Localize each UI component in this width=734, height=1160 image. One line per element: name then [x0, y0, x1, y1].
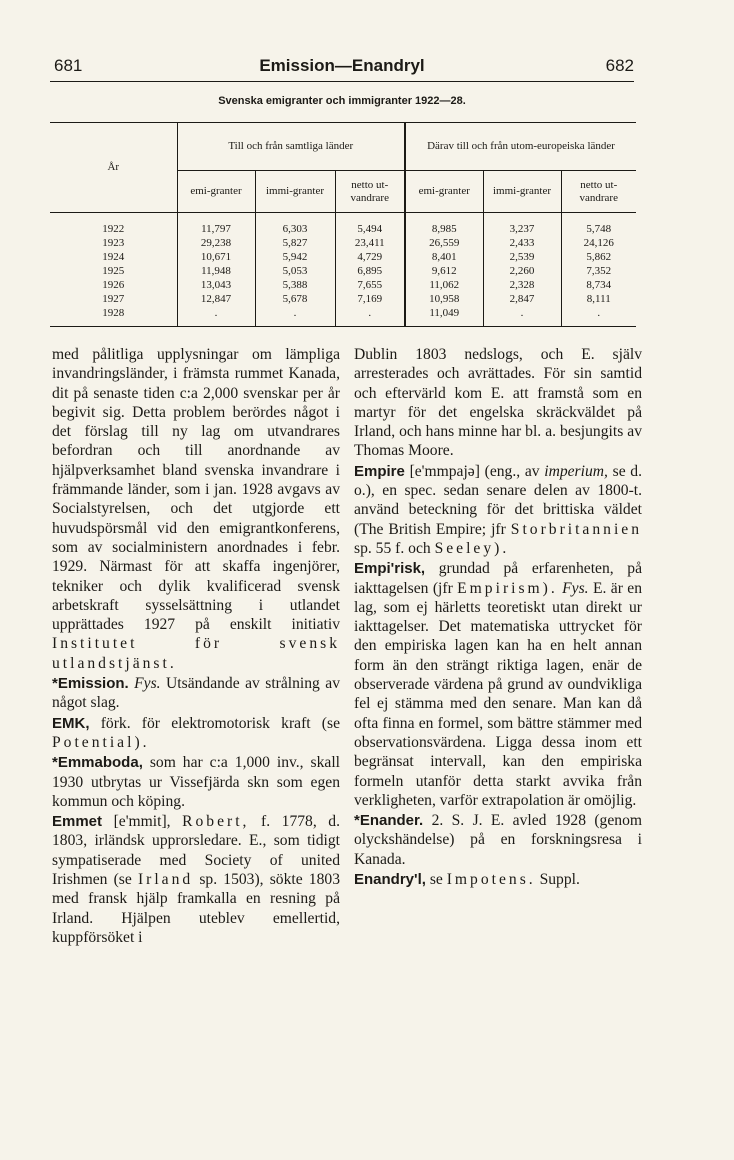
col-header-emigrants: emi-granter [177, 171, 255, 213]
spaced-reference: Empirism). [457, 579, 558, 597]
value-cell: 8,985 [405, 213, 483, 237]
table-row [50, 293, 636, 307]
spaced-reference: Seeley). [434, 539, 510, 557]
value-cell: 10,671 [177, 251, 255, 265]
value-cell: 2,847 [483, 293, 561, 307]
group-header-all: Till och från samtliga länder [177, 123, 405, 171]
table-row [50, 237, 636, 251]
entry-emmet: Emmet [e'mmit], Robert, f. 1778, d. 1803, irländsk upprorsledare. E., som tidigt sympatiserade med Society of united Irishmen (se Irland sp. 1503), sökte 1803 med fransk hjälp framkalla en resning på Irland. Hjälpen uteblev emellertid, kuppförsöket i [52, 813, 340, 946]
value-cell: 9,612 [405, 265, 483, 279]
entry-headword: *Emission. [52, 675, 129, 693]
year-cell: 1925 [102, 264, 125, 277]
value-cell: 2,539 [483, 251, 561, 265]
table-row [50, 307, 636, 327]
value-cell: 13,043 [177, 279, 255, 293]
year-cell: 1928 [50, 307, 177, 327]
paragraph: Dublin 1803 nedslogs, och E. själv arresterades och avrättades. För sin samtid och eftervärld kom E. att framstå som en martyr för det engelska skräckväldet på Irland, och hans minne har bl. a. besjungits av Thomas Moore. [354, 346, 642, 460]
entry-enandryl: Enandry'l, se Impotens. Suppl. [354, 871, 580, 889]
table-row [50, 251, 636, 265]
entry-emission: *Emission. Fys. Utsändande av strålning av något slag. [52, 675, 340, 712]
year-cell: 1926 [102, 278, 125, 291]
entry-empirisk: Empi'risk, grundad på erfarenheten, på iakttagelsen (jfr Empirism). Fys. E. är en lag, som ej härletts teoretiskt utan direkt ur iakttagelser. Det matematiska uttrycket för den empiriska lagen kan ha en helt annan form än den strängt riktiga lagen, enär de observerade värdena på grund av oundvikliga fel ej stämma med den senare. Man kan då ofta finna en formel, som bättre stämmer med observationsvärdena. Ligga dessa inom ett begränsat intervall, kan den empiriska formeln utanför detta starkt avvika från verkligheten, varför extrapolation är omöjlig. [354, 560, 642, 809]
col-header-net: netto ut-vandrare [561, 171, 636, 213]
value-cell: 6,303 [255, 213, 335, 237]
value-cell: 11,948 [177, 265, 255, 279]
value-cell: 3,237 [483, 213, 561, 237]
paragraph: med pålitliga upplysningar om lämpliga invandringsländer, i främsta rummet Kanada, dit på senaste tiden c:a 2,000 svenskar per år begivit sig. Detta problem berördes något i det förslag till ny lag om utvandrares befordran och till anordnande av hjälpverksamhet bland svenska invandrare i främmande länder, som i jan. 1928 avgavs av Socialstyrelsen, och det utgjorde ett huvudspörsmål vid den emigrantkonferens, som av socialministern anordnades i febr. 1929. Närmast för att skaffa ingenjörer, tekniker och dylik kvalificerad svensk arbetskraft sysselsättning i utlandet upprättades 1927 på enskilt initiativ Institutet för svensk utlandstjänst. [52, 346, 340, 672]
spaced-reference: Potential). [52, 733, 150, 751]
value-cell: 5,827 [255, 237, 335, 251]
col-header-immigrants: immi-granter [255, 171, 335, 213]
entry-headword: EMK, [52, 714, 90, 732]
spaced-reference: Storbritannien [510, 520, 642, 538]
right-text-column [354, 345, 642, 889]
value-cell: 5,053 [255, 265, 335, 279]
page-number-left: 681 [54, 56, 83, 75]
entry-headword: Enandry'l, [354, 871, 426, 889]
value-cell: 5,388 [255, 279, 335, 293]
value-cell: 5,494 [335, 213, 405, 237]
value-cell: 26,559 [405, 237, 483, 251]
spaced-reference: Impotens. [446, 871, 536, 889]
table-row [50, 213, 636, 237]
col-header-net: netto ut-vandrare [335, 171, 405, 213]
value-cell: . [255, 307, 335, 327]
value-cell: 29,238 [177, 237, 255, 251]
running-title: Emission—Enandryl [259, 56, 425, 75]
year-cell: 1922 [102, 223, 125, 235]
value-cell: 7,655 [335, 279, 405, 293]
value-cell: 2,328 [483, 279, 561, 293]
page-number-right: 682 [605, 56, 634, 75]
value-cell: 5,678 [255, 293, 335, 307]
value-cell: . [561, 307, 636, 327]
entry-emmaboda: *Emmaboda, som har c:a 1,000 inv., skall 1930 utbrytas ur Vissefjärda skn som egen kommun och köping. [52, 754, 340, 810]
year-header: År [50, 123, 177, 213]
entry-emk: EMK, förk. för elektromotorisk kraft (se Potential). [52, 714, 340, 751]
value-cell: . [177, 307, 255, 327]
entry-headword: *Emmaboda, [52, 754, 143, 772]
value-cell: 24,126 [561, 237, 636, 251]
year-cell: 1927 [102, 292, 125, 305]
emigration-table [50, 122, 636, 327]
value-cell: 5,748 [561, 213, 636, 237]
value-cell: 12,847 [177, 293, 255, 307]
table-title: Svenska emigranter och immigranter 1922—28. [218, 95, 466, 107]
value-cell: 11,049 [405, 307, 483, 327]
value-cell: 8,401 [405, 251, 483, 265]
value-cell: 8,734 [561, 279, 636, 293]
value-cell: . [483, 307, 561, 327]
value-cell: 23,411 [335, 237, 405, 251]
col-header-immigrants: immi-granter [483, 171, 561, 213]
value-cell: 11,797 [177, 213, 255, 237]
table-row [50, 265, 636, 279]
spaced-reference: Irland [137, 871, 194, 889]
value-cell: . [335, 307, 405, 327]
table-row [50, 279, 636, 293]
year-cell: 1923 [102, 236, 125, 249]
value-cell: 10,958 [405, 293, 483, 307]
col-header-emigrants: emi-granter [405, 171, 483, 213]
spaced-reference: Institutet för svensk utlandstjänst. [52, 635, 340, 672]
entry-headword: *Enander. [354, 812, 424, 830]
group-header-extra-european: Därav till och från utom-europeiska länder [405, 123, 636, 171]
value-cell: 5,862 [561, 251, 636, 265]
left-text-column [52, 345, 340, 947]
value-cell: 2,260 [483, 265, 561, 279]
value-cell: 8,111 [561, 293, 636, 307]
entry-headword: Emmet [52, 813, 103, 831]
entry-empire: Empire [e'mmpajə] (eng., av imperium, se d. o.), en spec. sedan senare delen av 1800-t. använd beteckning för det brittiska väldet (The British Empire; jfr Storbritannien sp. 55 f. och Seeley). [354, 462, 643, 557]
value-cell: 11,062 [405, 279, 483, 293]
value-cell: 5,942 [255, 251, 335, 265]
value-cell: 6,895 [335, 265, 405, 279]
page-header [50, 52, 634, 82]
year-cell: 1924 [102, 250, 125, 263]
value-cell: 4,729 [335, 251, 405, 265]
entry-enander: *Enander. 2. S. J. E. avled 1928 (genom olyckshändelse) på en forskningsresa i Kanada. [354, 812, 643, 868]
entry-headword: Empi'risk, [354, 560, 426, 578]
value-cell: 2,433 [483, 237, 561, 251]
value-cell: 7,169 [335, 293, 405, 307]
value-cell: 7,352 [561, 265, 636, 279]
entry-headword: Empire [354, 462, 405, 480]
